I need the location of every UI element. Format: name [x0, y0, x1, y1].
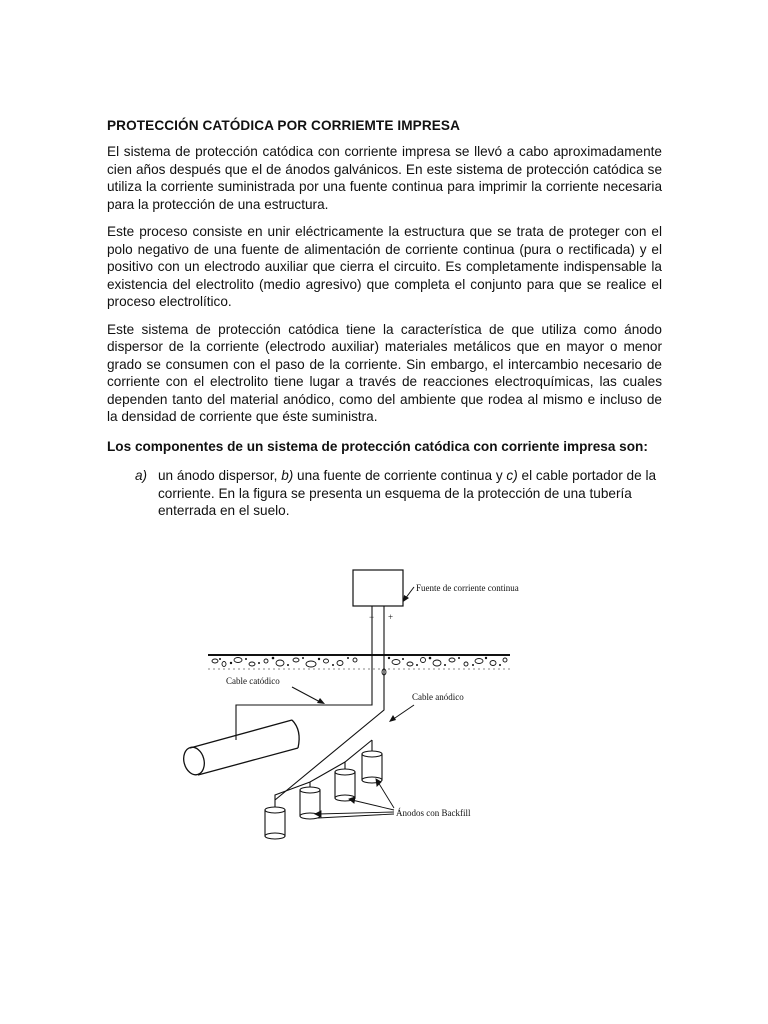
power-source-arrowhead	[403, 595, 409, 602]
list-text-3: el cable portador de la corriente. En la figura se presenta un esquema de la protección de una tubería enterrada en el suelo.	[158, 468, 657, 518]
paragraph-characteristics: Este sistema de protección catódica tiene la característica de que utiliza como ánodo dispersor de la corriente (electrodo auxiliar) materiales metálicos que en mayor o menor grado se consumen con el paso de la corriente. Sin embargo, el intercambio necesario de corriente con el electrolito tiene lugar a través de reacciones electroquímicas, las cuales dependen tanto del material anódico, como del ambiente que rodea al mismo e incluso de la densidad de corriente que éste suministra.	[107, 321, 662, 424]
list-marker-c: c)	[506, 468, 518, 483]
list-marker-b: b)	[281, 468, 294, 483]
cathodic-protection-diagram	[160, 560, 560, 850]
list-text-1: un ánodo dispersor,	[158, 468, 282, 483]
anodic-cable-arrowhead	[389, 715, 396, 722]
anodes	[265, 740, 382, 839]
anodes-label: Ánodos con Backfill	[396, 808, 471, 818]
paragraph-intro: El sistema de protección catódica con corriente impresa se llevó a cabo aproximadamente cien años después que el de ánodos galvánicos. En este sistema de protección catódica se utiliza la corriente suministrada por una fuente continua para imprimir la corriente necesaria para la protección de una estructura.	[107, 144, 662, 212]
power-source-label: Fuente de corriente continua	[416, 583, 519, 593]
anodic-cable-label: Cable anódico	[412, 692, 464, 702]
cathodic-cable-arrowhead	[317, 698, 325, 704]
ground-surface	[208, 655, 510, 675]
document-title: PROTECCIÓN CATÓDICA POR CORRIEMTE IMPRESA	[107, 118, 461, 133]
minus-sign: −	[369, 612, 375, 622]
paragraph-process: Este proceso consiste en unir eléctricamente la estructura que se trata de proteger con el polo negativo de una fuente de alimentación de corriente continua (pura o rectificada) y el positivo con un electrodo auxiliar que cierra el circuito. Es completamente indispensable la existencia del electrolito (medio agresivo) que completa el conjunto para que se realice el proceso electrolítico.	[107, 224, 662, 309]
buried-pipe	[181, 720, 299, 777]
list-marker-a: a)	[135, 468, 148, 483]
list-item-components	[135, 467, 657, 520]
anodic-cable-arrow	[392, 705, 414, 720]
list-text-2: una fuente de corriente continua y	[293, 468, 507, 483]
components-heading: Los componentes de un sistema de protección catódica con corriente impresa son:	[107, 438, 648, 454]
cathodic-cable-label: Cable catódico	[226, 676, 280, 686]
plus-sign: +	[388, 612, 394, 622]
power-source-box	[353, 570, 403, 606]
document-page	[107, 118, 662, 520]
cathodic-cable	[236, 606, 375, 740]
cathodic-cable-arrow	[292, 687, 322, 703]
